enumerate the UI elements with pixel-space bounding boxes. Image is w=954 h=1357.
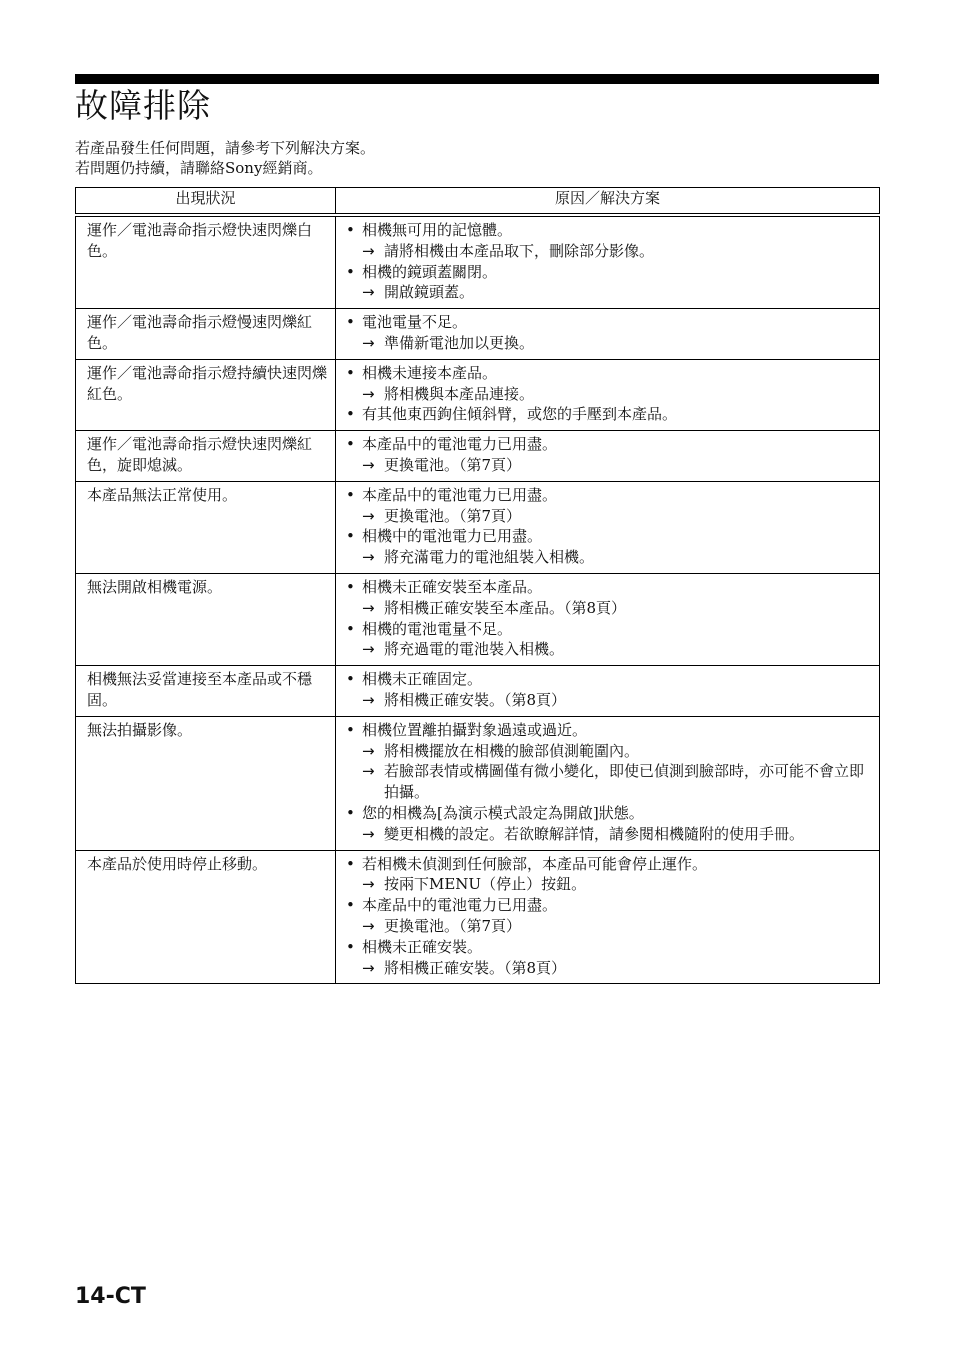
bullet-icon: • [346,803,355,822]
cause-item [346,526,871,547]
symptom-cell: 無法開啟相機電源。 [76,573,336,665]
solution-item [346,874,871,895]
solution-text: 請將相機由本產品取下，刪除部分影像。 [384,241,655,260]
solution-cell [336,716,880,850]
solution-text: 開啟鏡頭蓋。 [384,283,475,302]
solution-item [346,741,871,762]
solution-cell [336,481,880,573]
solution-item [346,455,871,476]
cause-item [346,404,871,425]
cause-item [346,803,871,824]
arrow-right-icon: → [362,958,375,977]
arrow-right-icon: → [362,741,375,760]
solution-cell [336,850,880,984]
cause-item [346,577,871,598]
arrow-right-icon: → [362,283,375,302]
solution-text: 按兩下MENU（停止）按鈕。 [384,875,587,894]
solution-item [346,958,871,979]
symptom-cell: 本產品無法正常使用。 [76,481,336,573]
table-body [76,215,880,984]
solution-text: 將相機與本產品連接。 [384,384,535,403]
arrow-right-icon: → [362,690,375,709]
title-rule [75,74,879,84]
table-row [76,666,880,717]
solution-item [346,639,871,660]
cause-item [346,895,871,916]
solution-text: 更換電池。（第7頁） [384,506,522,525]
cause-text: 您的相機為[為演示模式設定為開啟]狀態。 [362,803,644,822]
table-row [76,573,880,665]
solution-item [346,916,871,937]
solution-text: 變更相機的設定。若欲瞭解詳情，請參閱相機隨附的使用手冊。 [384,824,805,843]
solution-item [346,761,871,803]
cause-item [346,434,871,455]
intro-text [75,138,375,178]
intro-line: 若產品發生任何問題，請參考下列解決方案。 [75,139,376,157]
cause-item [346,363,871,384]
solution-item [346,824,871,845]
solution-cell [336,573,880,665]
cause-text: 相機未正確固定。 [362,670,483,689]
bullet-icon: • [346,854,355,873]
arrow-right-icon: → [362,640,375,659]
symptom-cell: 運作／電池壽命指示燈慢速閃爍紅色。 [76,309,336,360]
table-row [76,309,880,360]
solution-text: 更換電池。（第7頁） [384,455,522,474]
solution-text: 將充滿電力的電池組裝入相機。 [384,548,595,567]
cause-text: 本產品中的電池電力已用盡。 [362,485,558,504]
arrow-right-icon: → [362,548,375,567]
bullet-icon: • [346,363,355,382]
cause-text: 有其他東西鉤住傾斜臂，或您的手壓到本產品。 [362,405,678,424]
table-row [76,431,880,482]
cause-item [346,937,871,958]
cause-text: 相機未正確安裝。 [362,937,483,956]
solution-text: 將充過電的電池裝入相機。 [384,640,565,659]
arrow-right-icon: → [362,455,375,474]
solution-text: 將相機正確安裝。（第8頁） [384,958,567,977]
solution-cell [336,359,880,430]
solution-item [346,282,871,303]
table-header-row [76,188,880,216]
bullet-icon: • [346,435,355,454]
cause-item [346,262,871,283]
bullet-icon: • [346,670,355,689]
page-title: 故障排除 [75,86,211,125]
arrow-right-icon: → [362,824,375,843]
cause-text: 若相機未偵測到任何臉部，本產品可能會停止運作。 [362,854,708,873]
solution-item [346,690,871,711]
arrow-right-icon: → [362,598,375,617]
solution-item [346,333,871,354]
bullet-icon: • [346,485,355,504]
solution-item [346,506,871,527]
bullet-icon: • [346,896,355,915]
solution-cell [336,666,880,717]
header-symptom: 出現狀況 [76,188,336,216]
cause-item [346,619,871,640]
arrow-right-icon: → [362,916,375,935]
symptom-cell: 運作／電池壽命指示燈快速閃爍紅色，旋即熄滅。 [76,431,336,482]
solution-text: 更換電池。（第7頁） [384,916,522,935]
arrow-right-icon: → [362,241,375,260]
bullet-icon: • [346,577,355,596]
table-row [76,215,880,309]
table-row [76,850,880,984]
table-row [76,481,880,573]
bullet-icon: • [346,619,355,638]
cause-item [346,854,871,875]
solution-cell [336,215,880,309]
cause-text: 相機未正確安裝至本產品。 [362,577,543,596]
cause-text: 相機中的電池電力已用盡。 [362,527,543,546]
bullet-icon: • [346,262,355,281]
bullet-icon: • [346,527,355,546]
solution-item [346,241,871,262]
solution-text: 準備新電池加以更換。 [384,333,535,352]
header-solution: 原因／解決方案 [336,188,880,216]
arrow-right-icon: → [362,506,375,525]
cause-item [346,312,871,333]
bullet-icon: • [346,405,355,424]
arrow-right-icon: → [362,384,375,403]
arrow-right-icon: → [362,762,375,781]
solution-item [346,547,871,568]
table-row [76,716,880,850]
solution-cell [336,431,880,482]
cause-text: 相機的鏡頭蓋關閉。 [362,262,498,281]
intro-line: 若問題仍持續，請聯絡Sony經銷商。 [75,159,323,177]
cause-text: 本產品中的電池電力已用盡。 [362,896,558,915]
arrow-right-icon: → [362,333,375,352]
solution-text: 將相機正確安裝至本產品。（第8頁） [384,598,627,617]
page-number: 14-CT [75,1284,146,1309]
arrow-right-icon: → [362,875,375,894]
table-row [76,359,880,430]
cause-text: 相機未連接本產品。 [362,363,498,382]
cause-item [346,720,871,741]
cause-text: 電池電量不足。 [362,313,468,332]
bullet-icon: • [346,313,355,332]
cause-text: 相機的電池電量不足。 [362,619,513,638]
symptom-cell: 無法拍攝影像。 [76,716,336,850]
cause-text: 本產品中的電池電力已用盡。 [362,435,558,454]
solution-item [346,384,871,405]
bullet-icon: • [346,221,355,239]
cause-item [346,669,871,690]
solution-text: 將相機擺放在相機的臉部偵測範圍內。 [384,741,640,760]
cause-item [346,220,871,241]
symptom-cell: 相機無法妥當連接至本產品或不穩固。 [76,666,336,717]
solution-text: 若臉部表情或構圖僅有微小變化，即使已偵測到臉部時，亦可能不會立即拍攝。 [384,762,865,802]
solution-text: 將相機正確安裝。（第8頁） [384,690,567,709]
solution-cell [336,309,880,360]
bullet-icon: • [346,937,355,956]
troubleshooting-table [75,187,880,984]
solution-item [346,598,871,619]
symptom-cell: 運作／電池壽命指示燈持續快速閃爍紅色。 [76,359,336,430]
cause-item [346,485,871,506]
cause-text: 相機位置離拍攝對象過遠或過近。 [362,720,588,739]
bullet-icon: • [346,720,355,739]
cause-text: 相機無可用的記憶體。 [362,221,513,239]
symptom-cell: 運作／電池壽命指示燈快速閃爍白色。 [76,215,336,309]
symptom-cell: 本產品於使用時停止移動。 [76,850,336,984]
